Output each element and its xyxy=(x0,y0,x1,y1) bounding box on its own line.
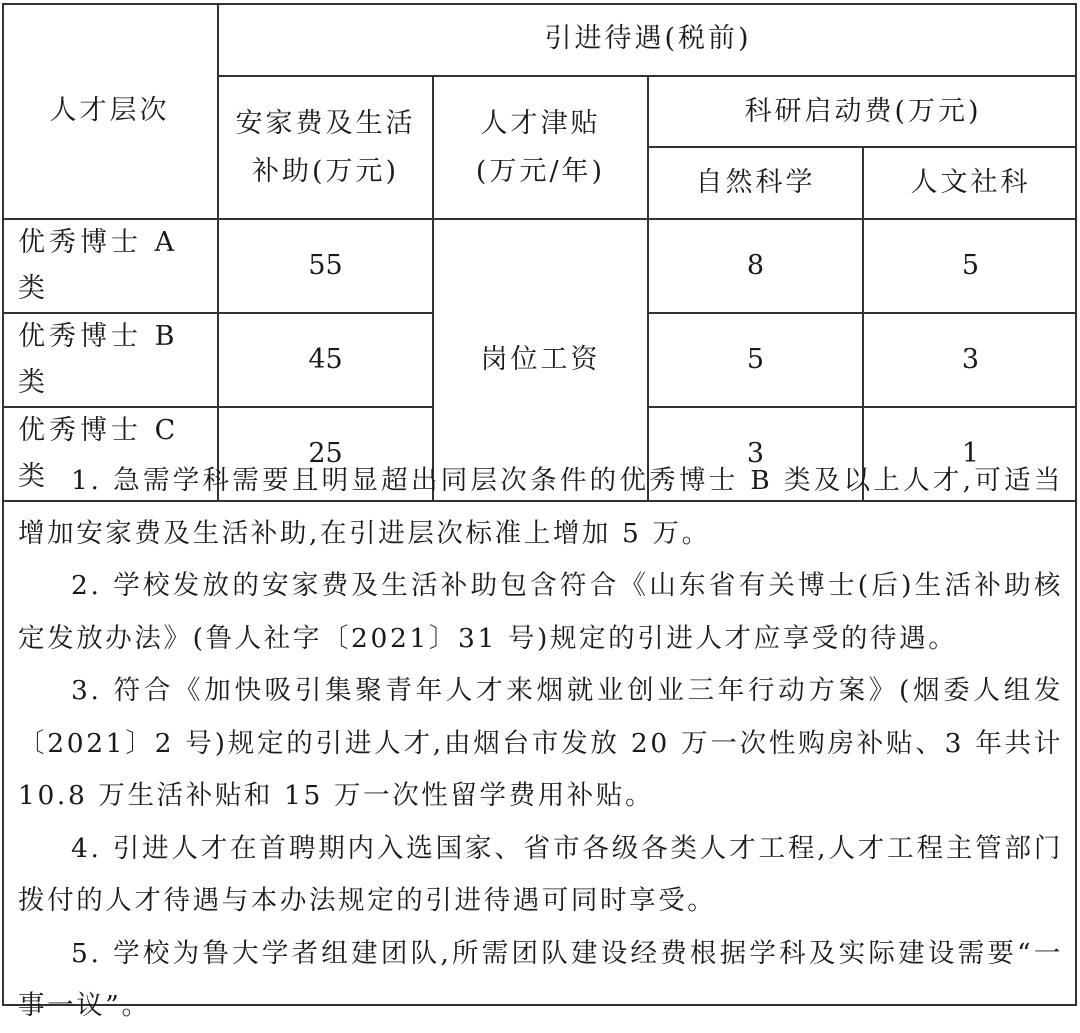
row-settlement-value: 25 xyxy=(218,407,433,501)
row-level-label: 优秀博士 A 类 xyxy=(2,219,218,313)
header-humanities: 人文社科 xyxy=(863,147,1077,219)
note-paragraph: 1. 急需学科需要且明显超出同层次条件的优秀博士 B 类及以上人才,可适当增加安家费及生活补助,在引进层次标准上增加 5 万。 xyxy=(18,465,1063,549)
header-settlement xyxy=(218,76,433,219)
note-paragraph: 4. 引进人才在首聘期内入选国家、省市各级各类人才工程,人才工程主管部门拨付的人才待遇与本办法规定的引进待遇可同时享受。 xyxy=(18,832,1063,916)
header-natural-science: 自然科学 xyxy=(648,147,863,219)
header-settlement-line1: 安家费及生活 xyxy=(235,107,416,139)
note-paragraph: 3. 符合《加快吸引集聚青年人才来烟就业创业三年行动方案》(烟委人组发〔2021〕2 号)规定的引进人才,由烟台市发放 20 万一次性购房补贴、3 年共计 10.8 万生活补贴和 15 万一次性留学费用补贴。 xyxy=(18,675,1063,811)
row-natural-science-value: 5 xyxy=(648,313,863,407)
row-humanities-value: 1 xyxy=(863,407,1077,501)
note-paragraph: 2. 学校发放的安家费及生活补助包含符合《山东省有关博士(后)生活补助核定发放办法》(鲁人社字〔2021〕31 号)规定的引进人才应享受的待遇。 xyxy=(18,570,1063,654)
header-settlement-line2: 补助(万元) xyxy=(251,155,400,187)
header-benefits-group: 引进待遇(税前) xyxy=(218,3,1077,76)
row-settlement-value: 45 xyxy=(218,313,433,407)
allowance-merged-cell: 岗位工资 xyxy=(433,219,648,501)
header-allowance-line1: 人才津贴 xyxy=(480,107,601,139)
row-settlement-value: 55 xyxy=(218,219,433,313)
header-allowance-line2: (万元/年) xyxy=(475,155,606,187)
notes-section xyxy=(18,455,1063,1033)
row-natural-science-value: 8 xyxy=(648,219,863,313)
table-row xyxy=(2,219,1077,313)
note-paragraph: 5. 学校为鲁大学者组建团队,所需团队建设经费根据学科及实际建设需要“一事一议”。 xyxy=(18,937,1063,1021)
row-level-label: 优秀博士 B 类 xyxy=(2,313,218,407)
header-research-funds: 科研启动费(万元) xyxy=(648,76,1077,147)
header-talent-level: 人才层次 xyxy=(2,3,218,219)
benefits-table xyxy=(2,3,1077,502)
row-natural-science-value: 3 xyxy=(648,407,863,501)
row-humanities-value: 5 xyxy=(863,219,1077,313)
row-level-label: 优秀博士 C 类 xyxy=(2,407,218,501)
row-humanities-value: 3 xyxy=(863,313,1077,407)
header-allowance xyxy=(433,76,648,219)
